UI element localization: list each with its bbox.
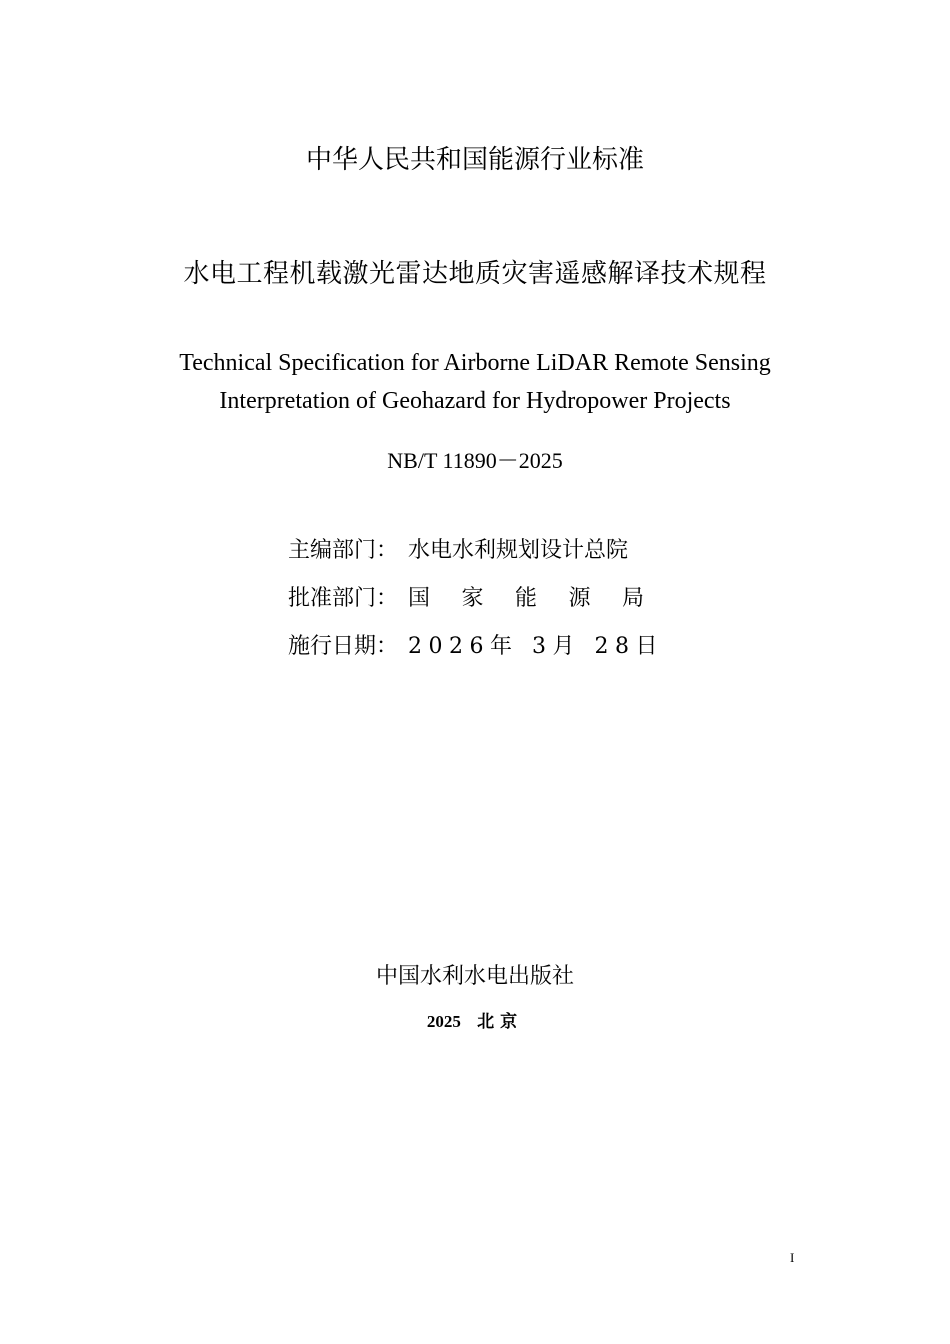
effective-date-value: 2026年 3月 28日 bbox=[408, 634, 664, 659]
approver-char: 能 bbox=[514, 586, 537, 611]
effective-date-row bbox=[288, 632, 688, 680]
approver-value bbox=[408, 584, 644, 632]
publication-line bbox=[0, 1011, 950, 1033]
publisher-name: 中国水利水电出版社 bbox=[375, 964, 574, 989]
publication-year: 2025 bbox=[426, 1012, 461, 1031]
approver-label: 批准部门： bbox=[288, 586, 399, 611]
effective-date-label: 施行日期： bbox=[288, 634, 399, 659]
approver-row bbox=[288, 584, 688, 632]
publication-city: 北京 bbox=[477, 1012, 524, 1032]
industry-standard-heading: 中华人民共和国能源行业标准 bbox=[305, 145, 644, 175]
title-chinese: 水电工程机载激光雷达地质灾害遥感解译技术规程 bbox=[183, 259, 767, 289]
page-number: I bbox=[790, 1250, 795, 1265]
title-english-line-2: Interpretation of Geohazard for Hydropower Projects bbox=[219, 388, 731, 414]
approver-char: 源 bbox=[568, 586, 591, 611]
approver-char: 局 bbox=[621, 586, 644, 611]
standard-number: NB/T 11890－2025 bbox=[387, 448, 563, 473]
approver-char: 国 bbox=[408, 586, 431, 611]
editor-row bbox=[288, 536, 688, 584]
editor-label: 主编部门： bbox=[288, 538, 399, 563]
approver-char: 家 bbox=[461, 586, 484, 611]
info-block bbox=[288, 536, 688, 680]
editor-value: 水电水利规划设计总院 bbox=[408, 538, 629, 563]
title-english-line-1: Technical Specification for Airborne LiDAR Remote Sensing bbox=[179, 350, 771, 376]
